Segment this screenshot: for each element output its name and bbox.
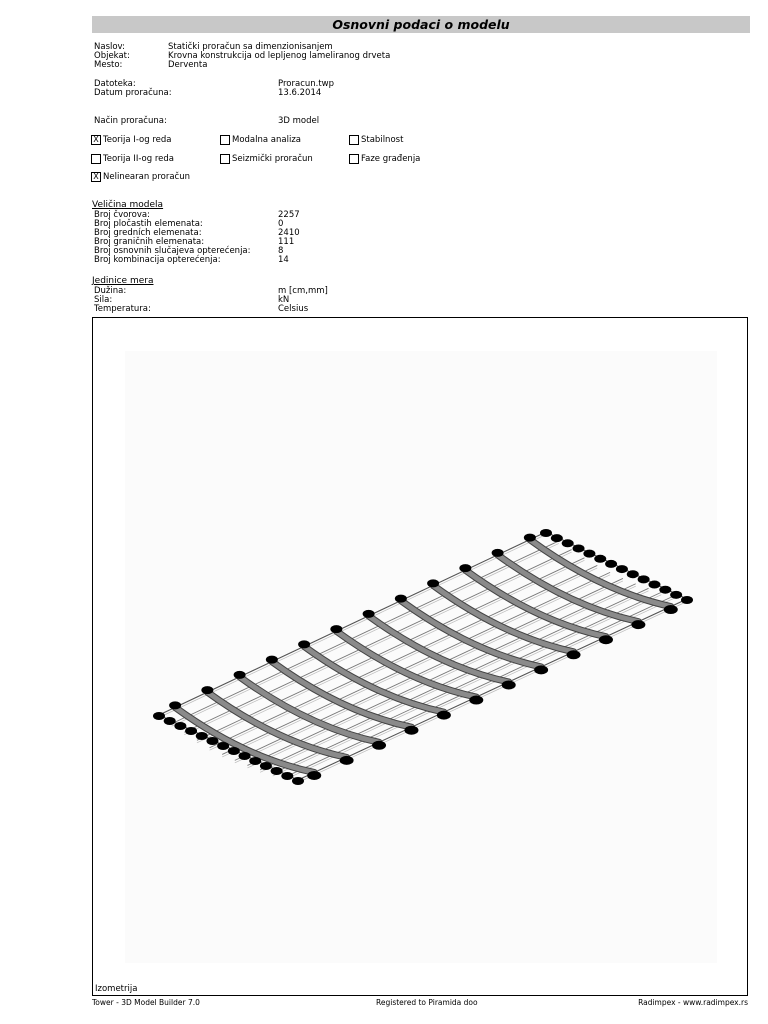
model-size-label: Broj gredních elemenata: — [94, 228, 202, 238]
footer-company: Radimpex - www.radimpex.rs — [638, 998, 748, 1007]
beam-support-far — [298, 640, 310, 648]
unit-label: Temperatura: — [94, 304, 151, 314]
objekat-value: Krovna konstrukcija od lepljenog lameliranog drveta — [168, 51, 391, 61]
gable-support-right — [562, 539, 574, 547]
beam-support-far — [395, 595, 407, 603]
units-heading: Jedinice mera — [92, 276, 154, 286]
beam-support-near — [631, 620, 645, 629]
datoteka-label: Datoteka: — [94, 79, 136, 89]
beam-support-near — [372, 741, 386, 750]
beam-support-far — [234, 671, 246, 679]
beam-support-near — [534, 665, 548, 674]
checkbox[interactable] — [220, 135, 230, 145]
gable-support-left — [185, 727, 197, 735]
gable-support-left — [281, 772, 293, 780]
option-label: Seizmički proračun — [232, 153, 313, 164]
model-size-heading: Veličina modela — [92, 200, 164, 210]
gable-support-right — [551, 534, 563, 542]
model-size-value: 2410 — [278, 228, 300, 238]
beam-support-near — [307, 771, 321, 780]
option-label: Modalna analiza — [232, 134, 301, 145]
gable-support-left — [292, 777, 304, 785]
footer-registration: Registered to Piramida doo — [376, 998, 478, 1007]
beam-support-far — [330, 625, 342, 633]
beam-support-far — [169, 701, 181, 709]
gable-support-left — [228, 747, 240, 755]
gable-support-right — [659, 586, 671, 594]
method-value: 3D model — [278, 116, 320, 126]
datoteka-value: Proracun.twp — [278, 79, 335, 89]
option-faze-gradjenja[interactable] — [349, 153, 420, 164]
option-stabilnost[interactable] — [349, 134, 403, 145]
datum-label: Datum proračuna: — [94, 88, 172, 98]
checkbox[interactable] — [91, 154, 101, 164]
beam-support-far — [201, 686, 213, 694]
gable-support-right — [594, 555, 606, 563]
option-modalna-analiza[interactable] — [220, 134, 301, 145]
gable-support-left — [239, 752, 251, 760]
beam-support-far — [524, 534, 536, 542]
gable-support-right — [627, 570, 639, 578]
gable-support-left — [153, 712, 165, 720]
naslov-label: Naslov: — [94, 42, 125, 52]
gable-support-left — [217, 742, 229, 750]
model-size-label: Broj osnovnih slučajeva opterećenja: — [94, 246, 251, 256]
mesto-label: Mesto: — [94, 60, 123, 70]
checkbox[interactable] — [349, 135, 359, 145]
model-size-value: 8 — [278, 246, 284, 256]
gable-support-left — [196, 732, 208, 740]
beam-support-far — [492, 549, 504, 557]
unit-value: kN — [278, 295, 290, 305]
option-teorija-1[interactable] — [91, 134, 171, 145]
gable-support-left — [174, 722, 186, 730]
gable-support-left — [260, 762, 272, 770]
datum-value: 13.6.2014 — [278, 88, 322, 98]
model-size-label: Broj pločastih elemenata: — [94, 219, 203, 229]
model-size-value: 2257 — [278, 210, 300, 220]
option-nelinearan[interactable] — [91, 171, 190, 182]
view-label: Izometrija — [95, 984, 138, 994]
option-teorija-2[interactable] — [91, 153, 174, 164]
option-label: Faze građenja — [361, 153, 421, 164]
gable-support-right — [540, 529, 552, 537]
beam-support-far — [427, 579, 439, 587]
unit-value: Celsius — [278, 304, 309, 314]
option-label: Stabilnost — [361, 134, 404, 145]
unit-value: m [cm,mm] — [278, 286, 328, 296]
isometric-view-frame — [92, 317, 748, 996]
checkbox-checked[interactable]: X — [91, 172, 101, 182]
mesto-value: Derventa — [168, 60, 208, 70]
page-title: Osnovni podaci o modelu — [92, 16, 750, 33]
footer-software: Tower - 3D Model Builder 7.0 — [92, 998, 200, 1007]
option-label: Teorija II-og reda — [103, 153, 174, 164]
model-size-value: 14 — [278, 255, 289, 265]
option-label: Teorija I-og reda — [103, 134, 172, 145]
model-size-label: Broj graničnih elemenata: — [94, 237, 205, 247]
roof-structure-drawing — [93, 318, 747, 995]
method-label: Način proračuna: — [94, 116, 167, 126]
checkbox[interactable] — [220, 154, 230, 164]
gable-support-left — [206, 737, 218, 745]
model-size-label: Broj kombinacija opterećenja: — [94, 255, 221, 265]
objekat-label: Objekat: — [94, 51, 130, 61]
gable-support-right — [583, 550, 595, 558]
beam-support-far — [459, 564, 471, 572]
option-label: Nelinearan proračun — [103, 171, 190, 182]
gable-support-right — [681, 596, 693, 604]
gable-support-right — [638, 575, 650, 583]
beam-support-near — [469, 696, 483, 705]
beam-support-near — [340, 756, 354, 765]
option-seizmicki[interactable] — [220, 153, 313, 164]
checkbox[interactable] — [349, 154, 359, 164]
gable-support-right — [670, 591, 682, 599]
model-size-label: Broj čvorova: — [94, 210, 150, 220]
gable-support-left — [271, 767, 283, 775]
beam-support-near — [664, 605, 678, 614]
gable-support-right — [605, 560, 617, 568]
beam-support-far — [363, 610, 375, 618]
unit-label: Sila: — [94, 295, 113, 305]
naslov-value: Statički proračun sa dimenzionisanjem — [168, 42, 333, 52]
unit-label: Dužina: — [94, 286, 127, 296]
gable-support-left — [164, 717, 176, 725]
gable-support-right — [648, 581, 660, 589]
gable-support-right — [573, 544, 585, 552]
gable-support-left — [249, 757, 261, 765]
model-size-value: 0 — [278, 219, 284, 229]
beam-support-near — [599, 635, 613, 644]
beam-support-near — [502, 680, 516, 689]
beam-support-near — [404, 726, 418, 735]
view-background — [125, 351, 717, 963]
beam-support-near — [437, 711, 451, 720]
checkbox-checked[interactable]: X — [91, 135, 101, 145]
beam-support-far — [266, 656, 278, 664]
beam-support-near — [567, 650, 581, 659]
gable-support-right — [616, 565, 628, 573]
model-size-value: 111 — [278, 237, 295, 247]
